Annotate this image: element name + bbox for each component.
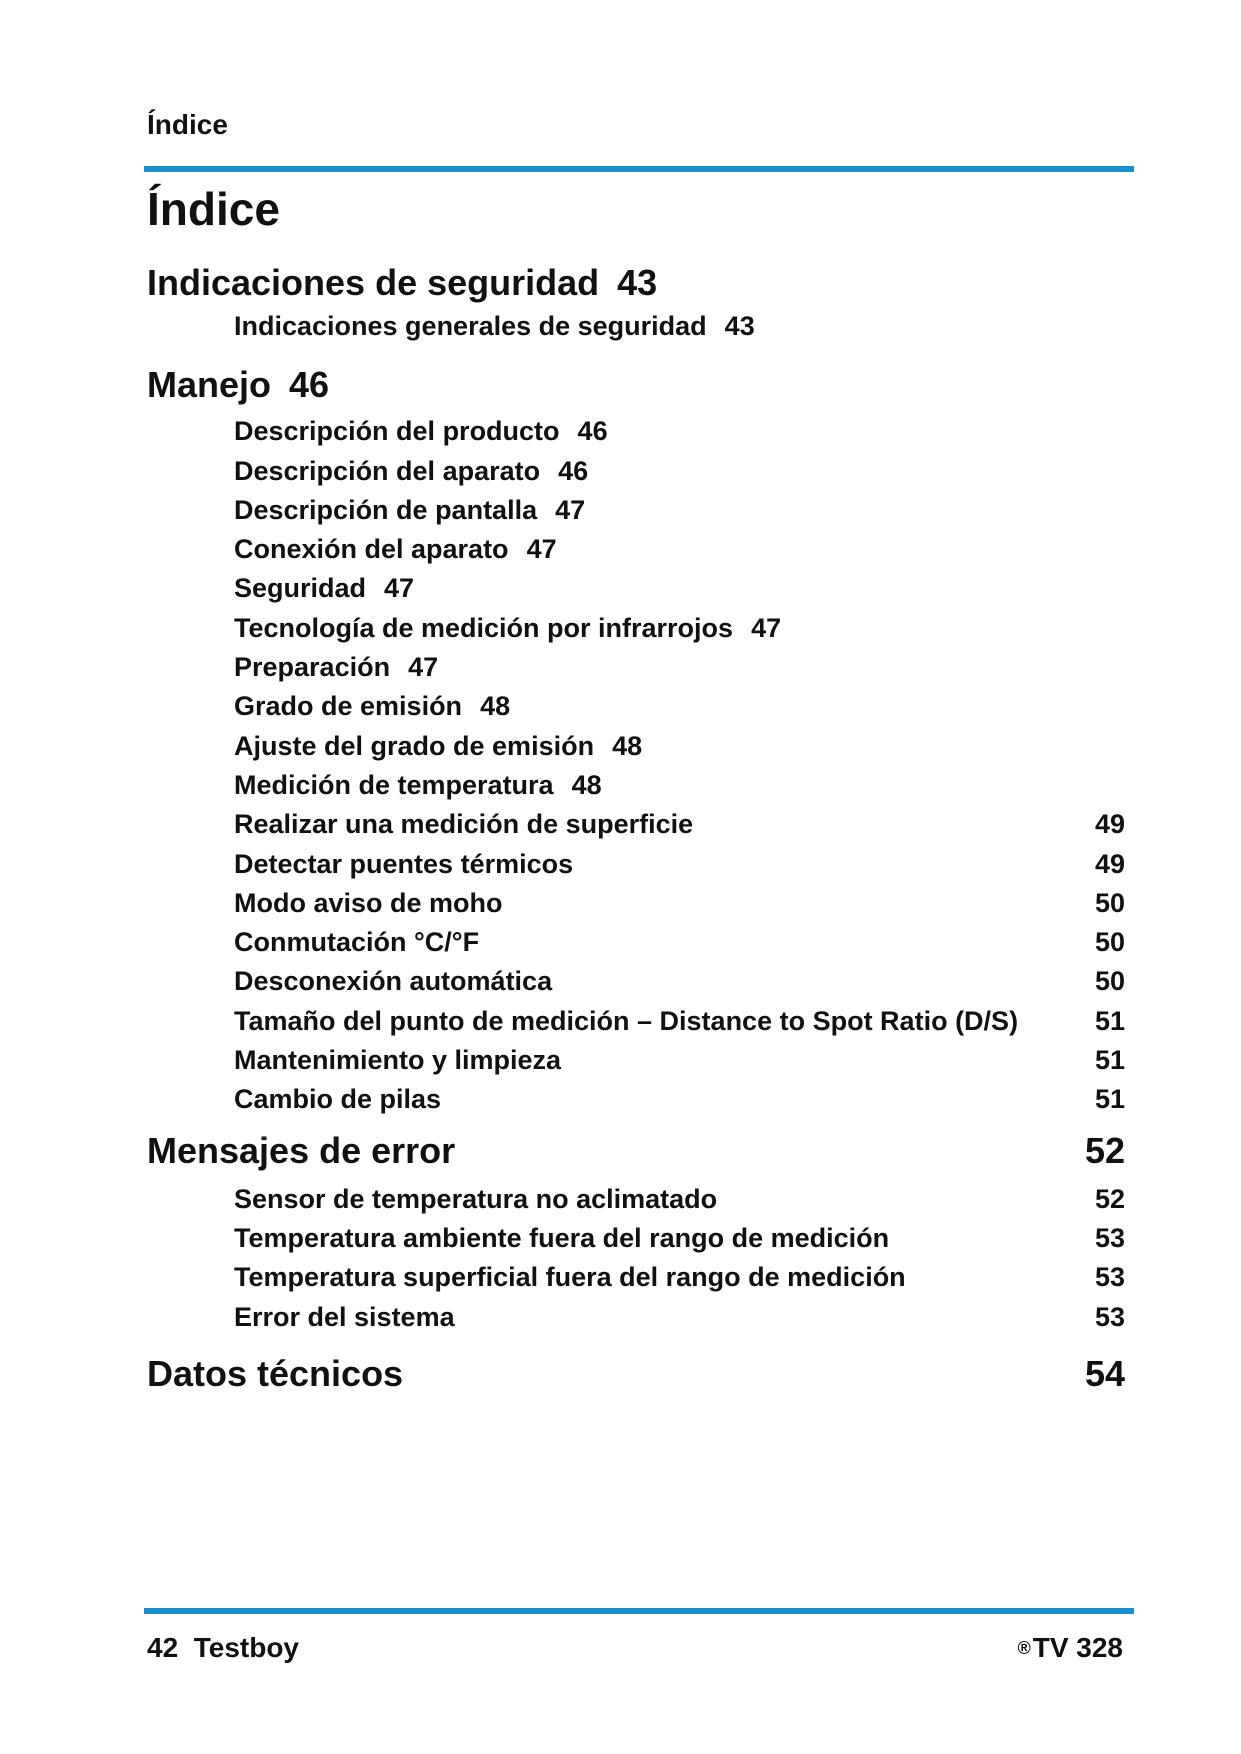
- toc-entry[interactable]: Mantenimiento y limpieza 51: [147, 1041, 1125, 1080]
- toc-section-indicaciones: [147, 262, 1125, 346]
- page-number: 54: [1084, 1352, 1125, 1394]
- page-number: 47: [526, 534, 557, 565]
- page-number: 46: [558, 455, 589, 486]
- footer-right: [1017, 1632, 1123, 1664]
- toc-section-heading[interactable]: Indicaciones de seguridad 43: [147, 262, 658, 303]
- page-title: Índice: [147, 183, 280, 235]
- top-rule: [144, 166, 1134, 172]
- toc-entry[interactable]: Conmutación °C/°F 50: [147, 923, 1125, 962]
- page-number: 51: [1094, 1084, 1125, 1115]
- toc-entry[interactable]: Descripción del aparato 46: [147, 452, 1125, 491]
- toc-entry[interactable]: Descripción de pantalla 47: [147, 491, 1125, 530]
- page-number: 48: [480, 691, 511, 722]
- page-number: 43: [617, 262, 658, 303]
- page-number: 47: [384, 573, 415, 604]
- page-number: 43: [724, 311, 755, 341]
- toc-entry[interactable]: Modo aviso de moho 50: [147, 884, 1125, 923]
- bottom-rule: [144, 1608, 1134, 1614]
- toc-entry[interactable]: Tecnología de medición por infrarrojos 47: [147, 609, 1125, 648]
- page-number: 50: [1094, 927, 1125, 958]
- table-of-contents: [147, 262, 1125, 1403]
- toc-entry[interactable]: Sensor de temperatura no aclimatado 52: [147, 1180, 1125, 1219]
- toc-entry[interactable]: Temperatura superficial fuera del rango de medición 53: [147, 1258, 1125, 1297]
- footer-model: TV 328: [1032, 1632, 1123, 1663]
- toc-section-heading[interactable]: Manejo 46: [147, 364, 330, 406]
- page-number: 46: [577, 416, 608, 447]
- toc-entry[interactable]: Detectar puentes térmicos 49: [147, 845, 1125, 884]
- page-number: 48: [612, 730, 643, 761]
- page-number: 46: [289, 364, 330, 406]
- page-number: 51: [1094, 1005, 1125, 1036]
- page-number: 50: [1094, 966, 1125, 997]
- toc-entry[interactable]: Temperatura ambiente fuera del rango de medición 53: [147, 1219, 1125, 1258]
- page-number: 52: [1094, 1183, 1125, 1214]
- page-number: 52: [1084, 1129, 1125, 1171]
- page-number: 53: [1094, 1262, 1125, 1293]
- toc-entry[interactable]: Seguridad 47: [147, 569, 1125, 608]
- toc-section-heading[interactable]: Mensajes de error 52: [147, 1129, 1125, 1171]
- page-number: 49: [1094, 809, 1125, 840]
- footer-brand: Testboy: [193, 1632, 299, 1663]
- toc-entry[interactable]: Tamaño del punto de medición – Distance to Spot Ratio (D/S) 51: [147, 1002, 1125, 1041]
- toc-entry[interactable]: Conexión del aparato 47: [147, 530, 1125, 569]
- toc-entry[interactable]: Grado de emisión 48: [147, 687, 1125, 726]
- toc-section-manejo: [147, 364, 1125, 1119]
- page-number: 53: [1094, 1301, 1125, 1332]
- page-number: 47: [555, 494, 586, 525]
- page-number: 48: [571, 769, 602, 800]
- page-number: 51: [1094, 1045, 1125, 1076]
- page-number: 47: [751, 612, 782, 643]
- footer-page-number: 42: [147, 1632, 179, 1663]
- toc-entry[interactable]: Cambio de pilas 51: [147, 1080, 1125, 1119]
- toc-section-datos-tecnicos: [147, 1353, 1125, 1403]
- page-number: 50: [1094, 887, 1125, 918]
- toc-entry[interactable]: Realizar una medición de superficie 49: [147, 805, 1125, 844]
- toc-entry[interactable]: Descripción del producto 46: [147, 412, 1125, 451]
- toc-entry[interactable]: Desconexión automática 50: [147, 962, 1125, 1001]
- page-number: 49: [1094, 848, 1125, 879]
- toc-entry[interactable]: Indicaciones generales de seguridad 43: [147, 307, 1125, 346]
- running-head: Índice: [147, 109, 228, 140]
- registered-mark: ®: [1017, 1638, 1031, 1658]
- toc-entry[interactable]: Medición de temperatura 48: [147, 766, 1125, 805]
- page-number: 47: [408, 652, 439, 683]
- toc-entry[interactable]: Preparación 47: [147, 648, 1125, 687]
- toc-entry[interactable]: Error del sistema 53: [147, 1298, 1125, 1337]
- page-number: 53: [1094, 1222, 1125, 1253]
- toc-entry[interactable]: Ajuste del grado de emisión 48: [147, 727, 1125, 766]
- toc-section-mensajes-de-error: [147, 1130, 1125, 1337]
- toc-section-heading[interactable]: Datos técnicos 54: [147, 1352, 1125, 1394]
- footer-left: [147, 1632, 299, 1664]
